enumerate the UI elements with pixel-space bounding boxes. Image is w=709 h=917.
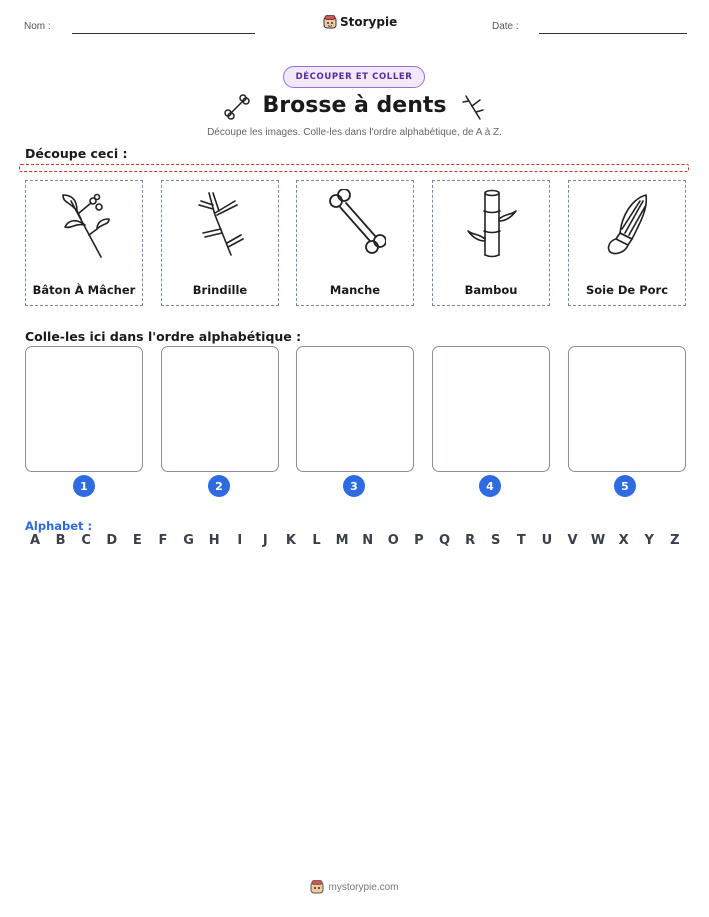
- alphabet-letter: N: [362, 533, 374, 548]
- alphabet-letter: W: [590, 533, 606, 548]
- page-title: Brosse à dents: [262, 93, 447, 118]
- number-badge-2: 2: [208, 475, 230, 497]
- cut-card-5[interactable]: [568, 180, 686, 306]
- twig-icon: [458, 92, 488, 122]
- alphabet-letter: U: [541, 533, 553, 548]
- paste-box-2[interactable]: [161, 346, 279, 472]
- brand-logo: [323, 15, 397, 29]
- cut-card-3[interactable]: [296, 180, 414, 306]
- alphabet-letter: M: [335, 533, 349, 548]
- alphabet-letter: Y: [644, 533, 654, 548]
- alphabet-letter: P: [414, 533, 424, 548]
- bamboo-icon: [462, 189, 522, 259]
- number-badge-3: 3: [343, 475, 365, 497]
- bone-handle-icon: [326, 189, 386, 259]
- cut-card-1[interactable]: [25, 180, 143, 306]
- cut-card-label: Bambou: [464, 283, 518, 297]
- number-badge-5: 5: [614, 475, 636, 497]
- alphabet-letter: F: [158, 533, 168, 548]
- storypie-mascot-icon: [310, 880, 324, 894]
- alphabet-letter: O: [387, 533, 399, 548]
- alphabet-letter: I: [237, 533, 243, 548]
- cut-card-label: Brindille: [192, 283, 248, 297]
- alphabet-letter: D: [106, 533, 118, 548]
- cut-card-2[interactable]: [161, 180, 279, 306]
- paste-box-4[interactable]: [432, 346, 550, 472]
- paste-box-1[interactable]: [25, 346, 143, 472]
- cut-card-4[interactable]: [432, 180, 550, 306]
- paste-section-title: Colle-les ici dans l'ordre alphabétique :: [25, 329, 302, 344]
- activity-badge: DÉCOUPER ET COLLER: [283, 66, 425, 88]
- alphabet-letters: [25, 533, 685, 548]
- alphabet-letter: L: [312, 533, 321, 548]
- cut-card-label: Manche: [329, 283, 381, 297]
- brand-name: Storypie: [340, 15, 398, 29]
- footer-url[interactable]: mystorypie.com: [328, 881, 399, 893]
- paste-box-3[interactable]: [296, 346, 414, 472]
- bristle-brush-icon: [598, 189, 658, 259]
- alphabet-letter: Q: [438, 533, 451, 548]
- alphabet-label: Alphabet :: [25, 519, 93, 533]
- instructions: Découpe les images. Colle-les dans l'ordre alphabétique, de A à Z.: [207, 127, 502, 138]
- cut-line: [19, 164, 689, 172]
- cut-section-title: Découpe ceci :: [25, 146, 128, 161]
- date-line[interactable]: [539, 33, 687, 34]
- alphabet-letter: Z: [670, 533, 680, 548]
- cut-card-label: Bâton À Mâcher: [32, 283, 136, 297]
- twig-icon: [191, 189, 251, 259]
- number-badge-4: 4: [479, 475, 501, 497]
- alphabet-letter: S: [491, 533, 501, 548]
- alphabet-letter: C: [81, 533, 91, 548]
- paste-box-5[interactable]: [568, 346, 686, 472]
- alphabet-letter: E: [132, 533, 142, 548]
- alphabet-letter: T: [516, 533, 526, 548]
- name-label: Nom :: [24, 21, 51, 32]
- alphabet-letter: R: [465, 533, 476, 548]
- footer: [0, 880, 709, 894]
- alphabet-letter: K: [285, 533, 296, 548]
- alphabet-letter: A: [29, 533, 41, 548]
- storypie-mascot-icon: [323, 15, 337, 29]
- cut-card-label: Soie De Porc: [585, 283, 669, 297]
- alphabet-letter: V: [567, 533, 578, 548]
- alphabet-letter: G: [183, 533, 194, 548]
- number-badge-1: 1: [73, 475, 95, 497]
- chewing-stick-icon: [55, 189, 115, 259]
- alphabet-letter: J: [262, 533, 268, 548]
- alphabet-letter: B: [55, 533, 66, 548]
- alphabet-letter: H: [208, 533, 220, 548]
- date-label: Date :: [492, 21, 519, 32]
- alphabet-letter: X: [618, 533, 629, 548]
- name-line[interactable]: [72, 33, 255, 34]
